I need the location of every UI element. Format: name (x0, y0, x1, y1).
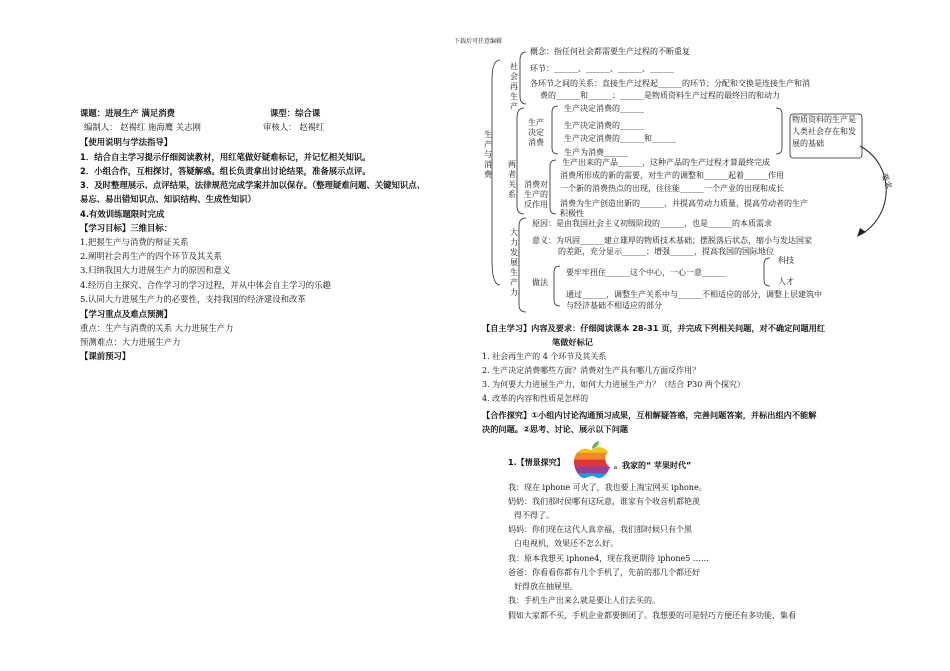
react-label: 消费对生产的反作用 (524, 180, 548, 209)
goal-item: 1.把握生产与消费的辩证关系 (80, 237, 189, 247)
rainbow-apple-logo-icon (570, 440, 614, 480)
usage-title: 【使用说明与学法指导】 (80, 137, 173, 147)
reason-line: 原因：是由我国社会主义初级阶段的______，也是______的本质需求 (532, 219, 772, 228)
method-line: 要牢牢扭住______这个中心，一心一意______ (566, 268, 726, 277)
apple-stripe (570, 453, 614, 460)
branch3-brace (519, 218, 526, 312)
goal-item: 4.经历自主探究、合作学习的学习过程，并从中体会自主学习的乐趣 (80, 280, 331, 290)
branch3-label: 大力发展生产力 (510, 228, 518, 297)
root-label: 生产与消费 (484, 130, 492, 179)
goals-title: 【学习目标】三维目标： (80, 223, 173, 233)
tech-label: 科技 (778, 256, 794, 265)
course-title: 课题：进展生产 满足消费 (80, 108, 176, 118)
dialog-line: 白电视机，效果还不怎么好。 (514, 539, 618, 548)
decide-brace (552, 106, 558, 154)
talent-label: 人才 (778, 277, 794, 286)
decide-right-brace (776, 108, 782, 154)
method-label: 做法 (532, 278, 548, 287)
scene-title-suffix: 。我家的“ 苹果时代” (614, 461, 692, 470)
apple-stripe (570, 460, 614, 467)
react-brace (550, 160, 556, 214)
scene-title-prefix: 1.【情景探究】 (508, 458, 565, 467)
reviewer-line: 审核人： 赵裼红 (263, 122, 325, 132)
method-line: 与经济基础不相适应的部分 (566, 301, 662, 310)
meaning-line: 意义：为巩固______建立雄厚的物质技术基础；摆脱落后状态，缩小与发达国家 (532, 236, 812, 245)
dialog-line: 假如大家都不买，手机企业都要倒闭了。我想要的可是轻巧方便还有多功能，集看 (508, 611, 796, 620)
apple-stripe (570, 446, 614, 453)
apple-stripe (570, 473, 614, 480)
usage-line: 1．结合自主学习提示仔细阅读教材，用红笔做好疑难标记，并记忆相关知识。 (80, 152, 371, 162)
usage-line: 2．小组合作，互相探讨，答疑解惑。组长负责拿出讨论结果，准备展示点评。 (80, 166, 371, 176)
apple-body (570, 446, 614, 480)
dialog-line: 得不得了。 (514, 511, 554, 520)
coop-title: 【合作探究】①小组内讨论沟通预习成果，互相解疑答惑，完善问题答案，并标出组内不能解 (482, 410, 817, 420)
react-item: 积极性 (560, 209, 584, 218)
require-arrowhead (857, 228, 866, 237)
question-item: 4. 改革的内容和性质是怎样的 (482, 394, 589, 403)
react-item: 消费所形成的新的需要，对生产的调整和______起着______作用 (560, 171, 784, 180)
usage-line: 3．及时整理展示、点评结果，法律规范完成学案并加以保存。（整理疑难问题、关键知识点、 (80, 180, 426, 190)
question-item: 3. 为何要大力进展生产力，如何大力进展生产力？（结合 P30 两个探究） (482, 380, 745, 389)
dialog-line: 爸爸：你看看你都有几个手机了，先前的那几个都还好 (508, 568, 700, 577)
decide-item: 生产决定消费的______ (564, 121, 644, 130)
tech-brace (764, 258, 770, 286)
usage-line: 易忘、易出错知识点、知识结构、生成性知识） (80, 194, 256, 204)
dialog-line: 妈妈：你们现在这代人真幸福，我们那时候只有个黑 (508, 525, 692, 534)
goal-item: 2.阐明社会再生产的四个环节及其关系 (80, 251, 222, 261)
decide-item: 生产为消费______ (564, 148, 628, 157)
branch1-brace (520, 52, 526, 104)
decide-label: 生产决定消费 (528, 118, 544, 147)
dialog-line: 我：现在 iphone 可火了，我也要上淘宝网买 iphone。 (508, 483, 707, 492)
header-note: 下载后可任意编辑 (454, 38, 503, 45)
require-label: 要求 (879, 172, 894, 191)
dialog-line: 我：手机生产出来么就是要让人们去买的。 (508, 596, 660, 605)
concept-line: 概念：指任何社会都需要生产过程的不断重复 (530, 47, 690, 56)
relation-line: 各环节之间的关系：直接生产过程起______的环节；分配和交换是连接生产和消 (530, 79, 810, 88)
decide-item: 生产决定消费的______ (564, 104, 644, 113)
coop-title-cont: 决的问题。②思考、讨论、展示以下问题 (482, 424, 629, 434)
require-arrow (860, 146, 886, 235)
react-item: 消费为生产创造出新的______，并提高劳动力质量，提高劳动者的生产 (560, 199, 808, 208)
preview-title: 【课前预习】 (80, 351, 131, 361)
goal-item: 3.归纳我国大力进展生产力的原因和意义 (80, 265, 231, 275)
method-line: 通过______，调整生产关系中与______不相适应的部分，调整上层建筑中 (566, 290, 822, 299)
react-item: 一个新的消费热点的出现，往往能______一个产业的出现和成长 (560, 184, 784, 193)
goal-item: 5.认同大力进展生产力的必要性，支持我国的经济建设和改革 (80, 294, 306, 304)
difficult-point: 预测难点：大力进展生产力 (80, 337, 181, 347)
dialog-line: 奶奶：我们那时侯哪有这玩意，谁家有个收音机都艳羡 (508, 497, 700, 506)
keypoints-title: 【学习重点及难点预测】 (80, 309, 173, 319)
editor-line: 编制人： 赵裼红 施海鹰 关志刚 (84, 122, 201, 132)
basis-text: 物质资料的生产是人类社会存在和发展的基础 (792, 115, 856, 148)
usage-line: 4.有效训练题限时完成 (80, 209, 165, 219)
react-item: 生产出来的产品______，这种产品的生产过程才算最终完成 (562, 158, 770, 167)
dialog-line: 好得放在抽屉里。 (514, 582, 578, 591)
apple-stripe (570, 466, 614, 473)
decide-item: 生产决定消费的______和______ (564, 134, 676, 143)
relation-line: 费的______和______；______是物质资料生产过程的最终目的和动力 (540, 91, 780, 100)
question-item: 2. 生产决定消费哪些方面？消费对生产具有哪几方面反作用？ (482, 366, 701, 375)
links-line: 环节：______、______、______、______ (530, 64, 674, 73)
branch1-label: 社会再生产 (510, 62, 518, 111)
key-point: 重点：生产与消费的关系 大力进展生产力 (80, 323, 234, 333)
meaning-line: 的差距，充分显示______；增强______，提高我国的国际地位 (558, 247, 774, 256)
branch2-label: 两者关系 (508, 160, 516, 199)
self-study-title-cont: 笔做好标记 (552, 337, 593, 347)
branch2-brace (517, 108, 524, 214)
question-item: 1. 社会再生产的 4 个环节及其关系 (482, 352, 607, 361)
self-study-title: 【自主学习】内容及要求：仔细阅读课本 28-31 页，并完成下列相关问题，对不确定问题用红 (482, 323, 826, 333)
dialog-line: 我：原本我想买 iphone4，现在我更期待 iphone5 …… (508, 554, 709, 563)
course-type: 课型：综合课 (270, 108, 321, 118)
method-brace (554, 266, 560, 306)
